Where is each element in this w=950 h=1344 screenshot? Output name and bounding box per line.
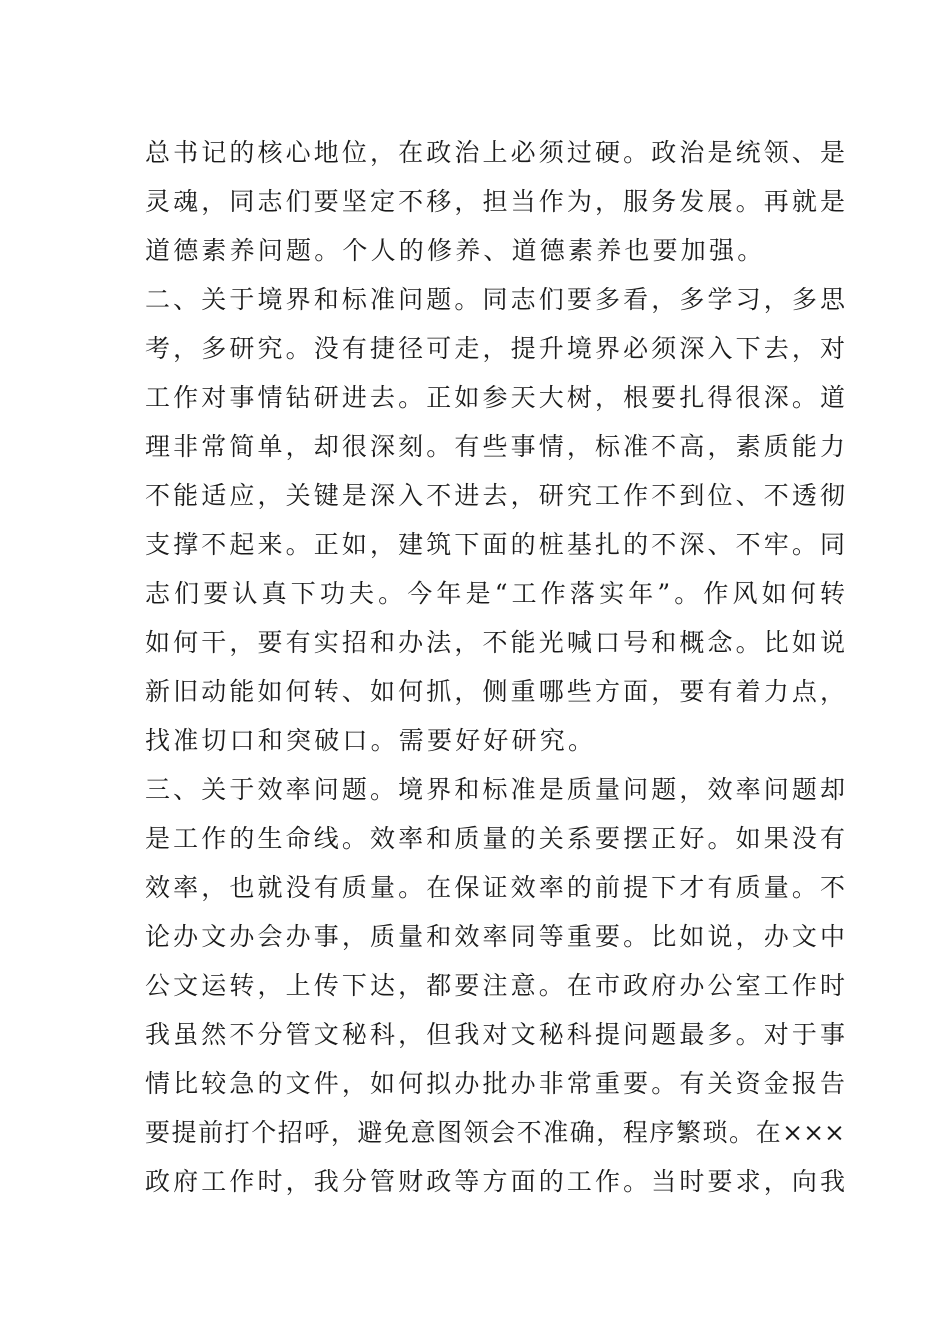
text-line: 要提前打个招呼，避免意图领会不准确，程序繁琐。在×××	[145, 1118, 845, 1147]
text-line: 灵魂，同志们要坚定不移，担当作为，服务发展。再就是	[145, 187, 845, 216]
text-line: 政府工作时，我分管财政等方面的工作。当时要求，向我	[145, 1167, 845, 1196]
text-line: 效率，也就没有质量。在保证效率的前提下才有质量。不	[145, 873, 845, 902]
text-line: 总书记的核心地位，在政治上必须过硬。政治是统领、是	[145, 138, 845, 167]
text-line: 理非常简单，却很深刻。有些事情，标准不高，素质能力	[145, 432, 845, 461]
document-body	[145, 128, 845, 1206]
text-line: 情比较急的文件，如何拟办批办非常重要。有关资金报告	[145, 1069, 845, 1098]
text-line: 公文运转，上传下达，都要注意。在市政府办公室工作时	[145, 971, 845, 1000]
text-line: 如何干，要有实招和办法，不能光喊口号和概念。比如说	[145, 628, 845, 657]
text-line: 工作对事情钻研进去。正如参天大树，根要扎得很深。道	[145, 383, 845, 412]
text-line: 新旧动能如何转、如何抓，侧重哪些方面，要有着力点，	[145, 677, 845, 706]
text-line: 志们要认真下功夫。今年是“工作落实年”。作风如何转	[145, 579, 845, 608]
text-line: 考，多研究。没有捷径可走，提升境界必须深入下去，对	[145, 334, 845, 363]
text-line: 是工作的生命线。效率和质量的关系要摆正好。如果没有	[145, 824, 845, 853]
text-line: 不能适应，关键是深入不进去，研究工作不到位、不透彻	[145, 481, 845, 510]
text-line: 支撑不起来。正如，建筑下面的桩基扎的不深、不牢。同	[145, 530, 845, 559]
text-line: 二、关于境界和标准问题。同志们要多看，多学习，多思	[145, 285, 845, 314]
text-line: 我虽然不分管文秘科，但我对文秘科提问题最多。对于事	[145, 1020, 845, 1049]
text-line: 道德素养问题。个人的修养、道德素养也要加强。	[145, 236, 766, 265]
text-line: 三、关于效率问题。境界和标准是质量问题，效率问题却	[145, 775, 845, 804]
text-line: 论办文办会办事，质量和效率同等重要。比如说，办文中	[145, 922, 845, 951]
text-line: 找准切口和突破口。需要好好研究。	[145, 726, 597, 755]
